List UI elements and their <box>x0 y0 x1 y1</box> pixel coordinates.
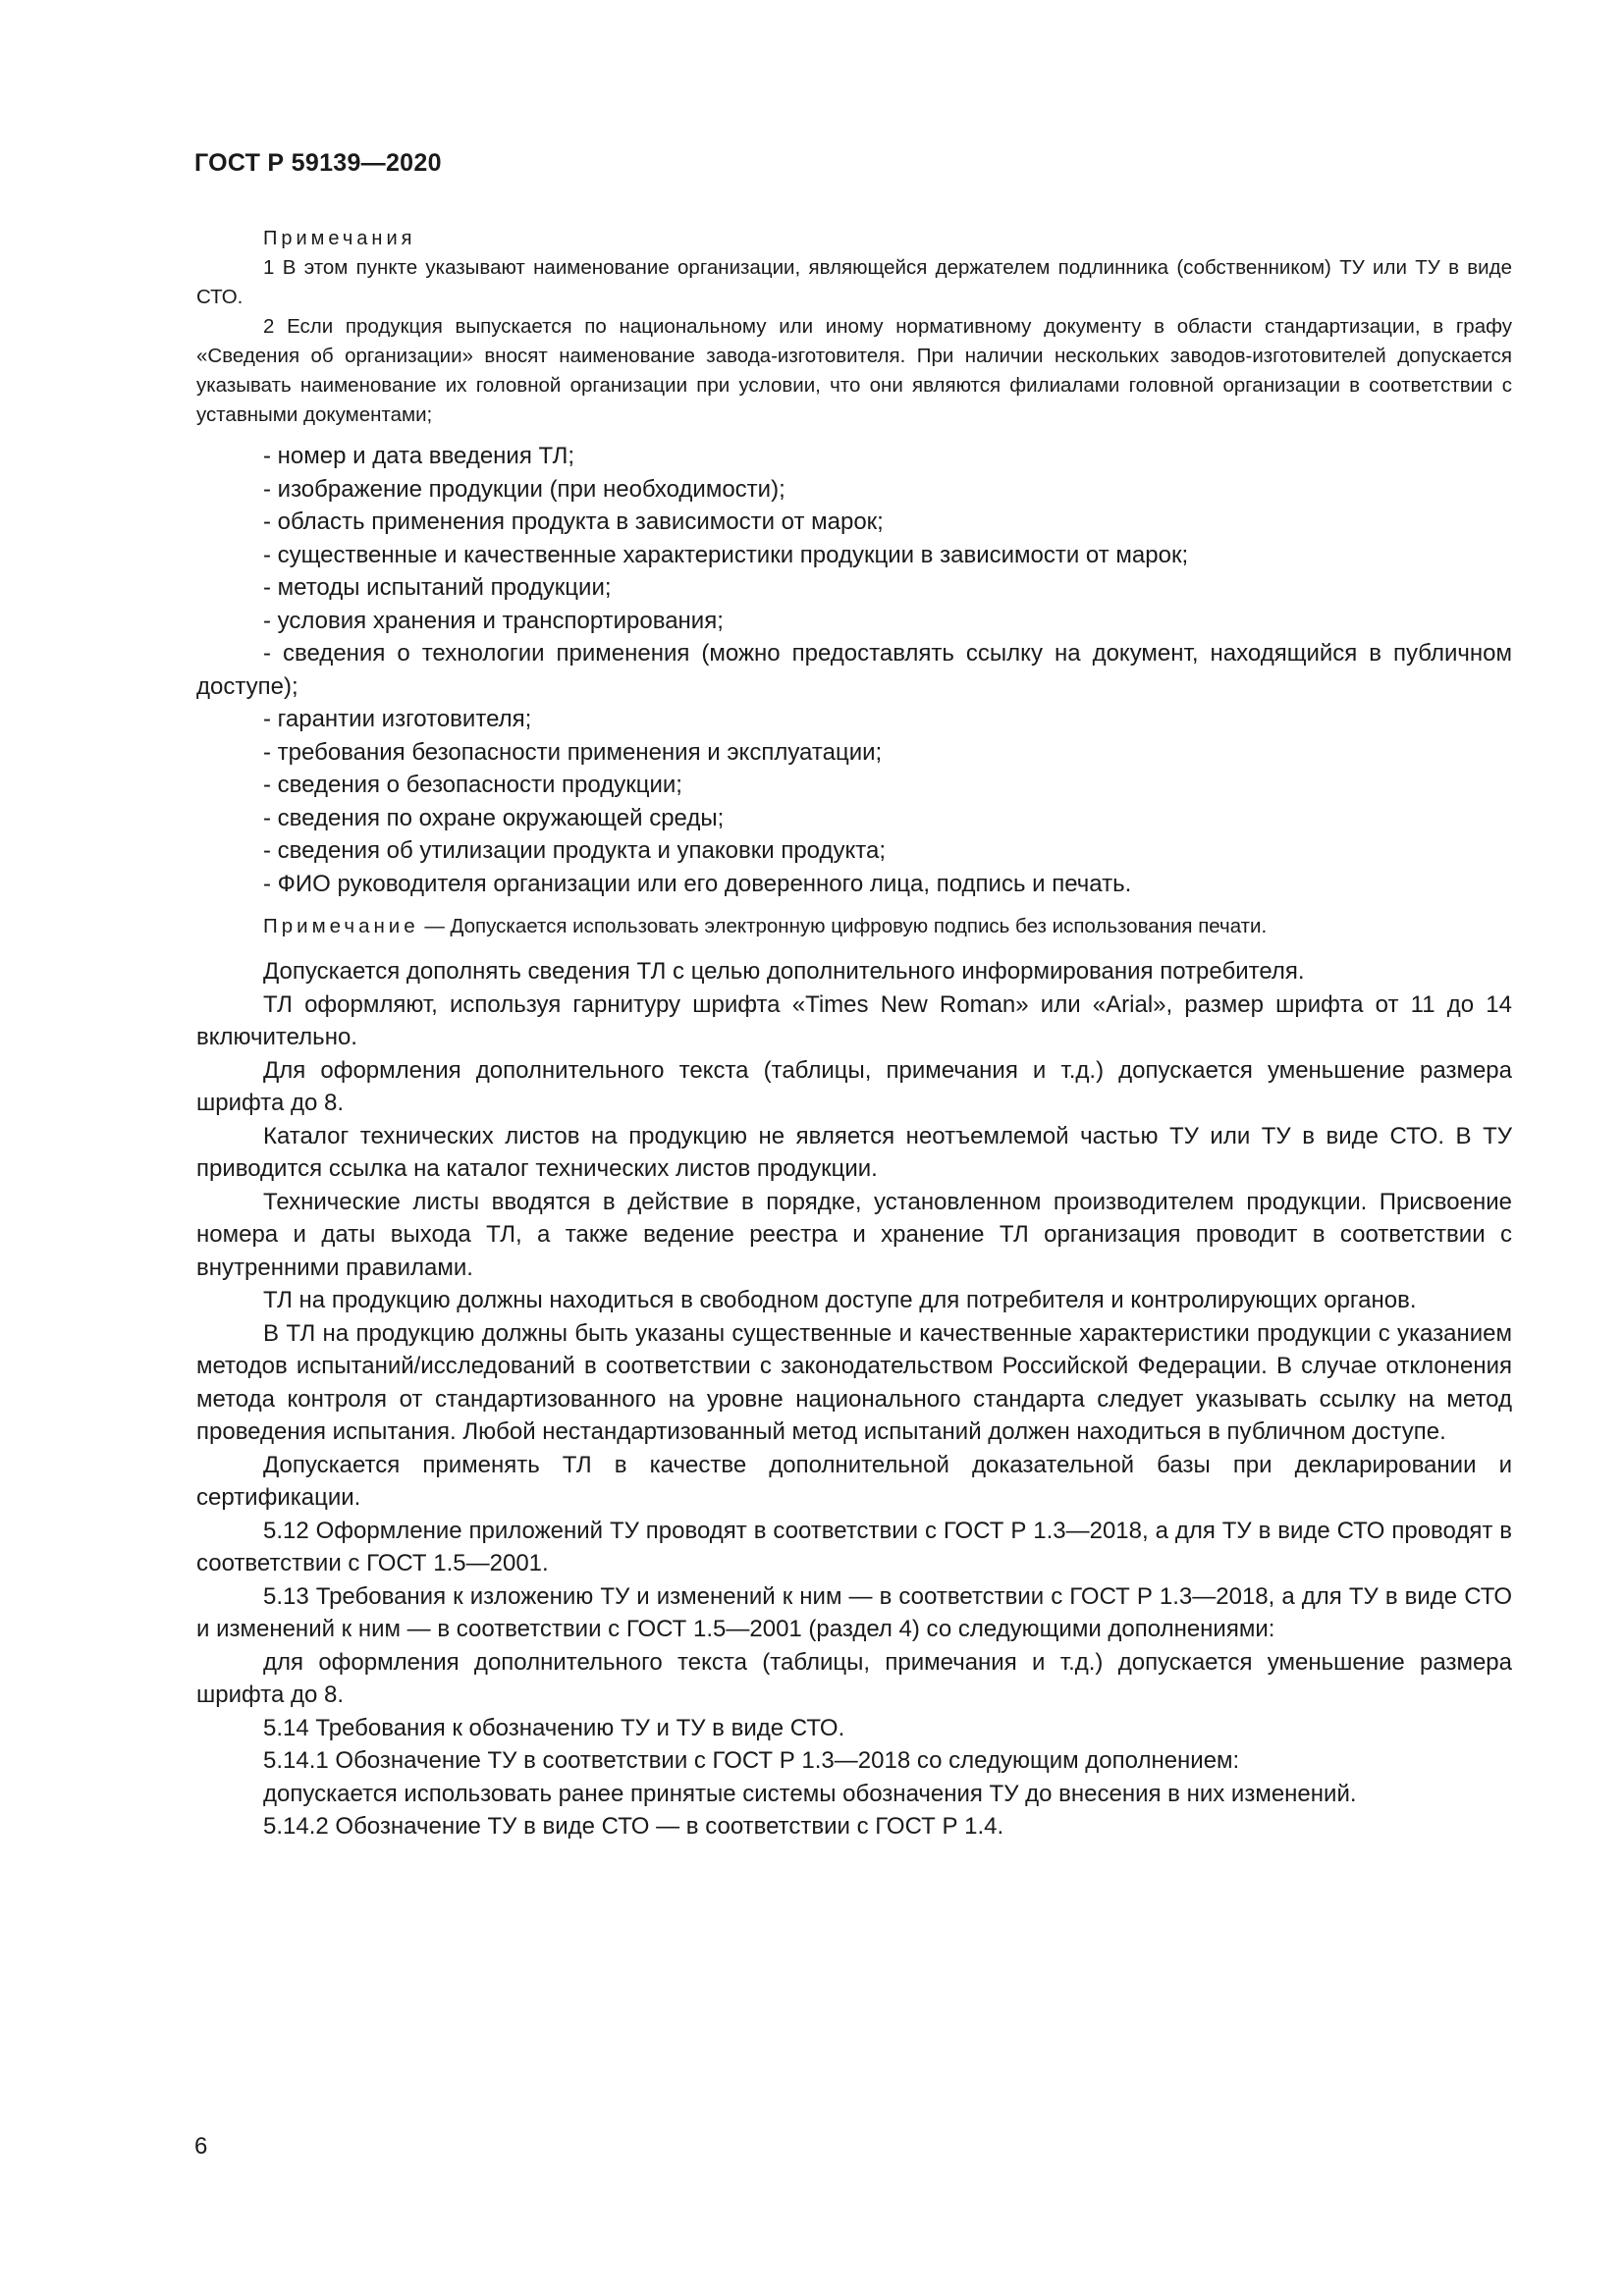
notes-block <box>196 224 1512 430</box>
page-number: 6 <box>194 2133 208 2160</box>
section-5-14-2: 5.14.2 Обозначение ТУ в виде СТО — в соответствии с ГОСТ Р 1.4. <box>263 1813 1004 1840</box>
list-item: - условия хранения и транспортирования; <box>263 607 724 634</box>
list-item: - сведения об утилизации продукта и упаковки продукта; <box>263 837 886 864</box>
single-note <box>196 912 1512 941</box>
note-item-1: 1 В этом пункте указывают наименование организации, являющейся держателем подлинника (собственником) ТУ или ТУ в виде СТО. <box>196 256 1512 308</box>
list-item: - гарантии изготовителя; <box>263 706 532 732</box>
paragraph: Допускается дополнять сведения ТЛ с целью дополнительного информирования потребителя. <box>263 958 1305 985</box>
paragraph: В ТЛ на продукцию должны быть указаны существенные и качественные характеристики продукции с указанием методов испытаний/исследований в соответствии с законодательством Российской Федерации. В случае отклонения метода контроля от стандартизованного на уровне национального стандарта следует указывать ссылку на метод проведения испытания. Любой нестандартизованный метод испытаний должен находиться в публичном доступе. <box>196 1319 1512 1445</box>
list-item: - сведения о безопасности продукции; <box>263 772 682 798</box>
list-item: - существенные и качественные характеристики продукции в зависимости от марок; <box>263 541 1189 568</box>
body-text <box>196 955 1512 1843</box>
single-note-label: Примечание <box>263 915 419 937</box>
paragraph: для оформления дополнительного текста (таблицы, примечания и т.д.) допускается уменьшение размера шрифта до 8. <box>196 1648 1512 1708</box>
list-item: - методы испытаний продукции; <box>263 574 612 601</box>
list-item: - сведения о технологии применения (можно предоставлять ссылку на документ, находящийся в публичном доступе); <box>196 640 1512 700</box>
paragraph: ТЛ на продукцию должны находиться в свободном доступе для потребителя и контролирующих органов. <box>263 1287 1417 1313</box>
paragraph: ТЛ оформляют, используя гарнитуру шрифта «Times New Roman» или «Arial», размер шрифта от 11 до 14 включительно. <box>196 990 1512 1050</box>
page-content <box>196 224 1512 1843</box>
section-5-14: 5.14 Требования к обозначению ТУ и ТУ в виде СТО. <box>263 1714 845 1741</box>
notes-heading: Примечания <box>263 228 416 249</box>
list-item: - ФИО руководителя организации или его доверенного лица, подпись и печать. <box>263 870 1132 897</box>
list-item: - изображение продукции (при необходимости); <box>263 475 785 503</box>
list-item: - требования безопасности применения и эксплуатации; <box>263 738 883 766</box>
paragraph: Каталог технических листов на продукцию не является неотъемлемой частью ТУ или ТУ в виде СТО. В ТУ приводится ссылка на каталог технических листов продукции. <box>196 1122 1512 1182</box>
list-item: - номер и дата введения ТЛ; <box>263 443 575 469</box>
section-5-13: 5.13 Требования к изложению ТУ и изменений к ним — в соответствии с ГОСТ Р 1.3—2018, а для ТУ в виде СТО и изменений к ним — в соответствии с ГОСТ 1.5—2001 (раздел 4) со следующими дополнениями: <box>196 1582 1512 1642</box>
list-item: - сведения по охране окружающей среды; <box>263 804 725 831</box>
document-header: ГОСТ Р 59139—2020 <box>194 149 442 177</box>
paragraph: Технические листы вводятся в действие в порядке, установленном производителем продукции. Присвоение номера и даты выхода ТЛ, а также ведение реестра и хранение ТЛ организация проводит в соответствии с внутренними правилами. <box>196 1188 1512 1281</box>
paragraph: Для оформления дополнительного текста (таблицы, примечания и т.д.) допускается уменьшение размера шрифта до 8. <box>196 1056 1512 1116</box>
paragraph: Допускается применять ТЛ в качестве дополнительной доказательной базы при декларировании и сертификации. <box>196 1451 1512 1511</box>
list-item: - область применения продукта в зависимости от марок; <box>263 508 884 535</box>
section-5-14-1: 5.14.1 Обозначение ТУ в соответствии с ГОСТ Р 1.3—2018 со следующим дополнением: <box>263 1747 1240 1774</box>
single-note-text: — Допускается использовать электронную цифровую подпись без использования печати. <box>418 915 1268 937</box>
requirements-list <box>196 440 1512 900</box>
section-5-12: 5.12 Оформление приложений ТУ проводят в соответствии с ГОСТ Р 1.3—2018, а для ТУ в виде СТО проводят в соответствии с ГОСТ 1.5—2001. <box>196 1517 1512 1576</box>
note-item-2: 2 Если продукция выпускается по национальному или иному нормативному документу в области стандартизации, в графу «Сведения об организации» вносят наименование завода-изготовителя. При наличии нескольких заводов-изготовителей допускается указывать наименование их головной организации при условии, что они являются филиалами головной организации в соответствии с уставными документами; <box>196 315 1512 426</box>
paragraph: допускается использовать ранее принятые системы обозначения ТУ до внесения в них изменений. <box>263 1780 1357 1807</box>
